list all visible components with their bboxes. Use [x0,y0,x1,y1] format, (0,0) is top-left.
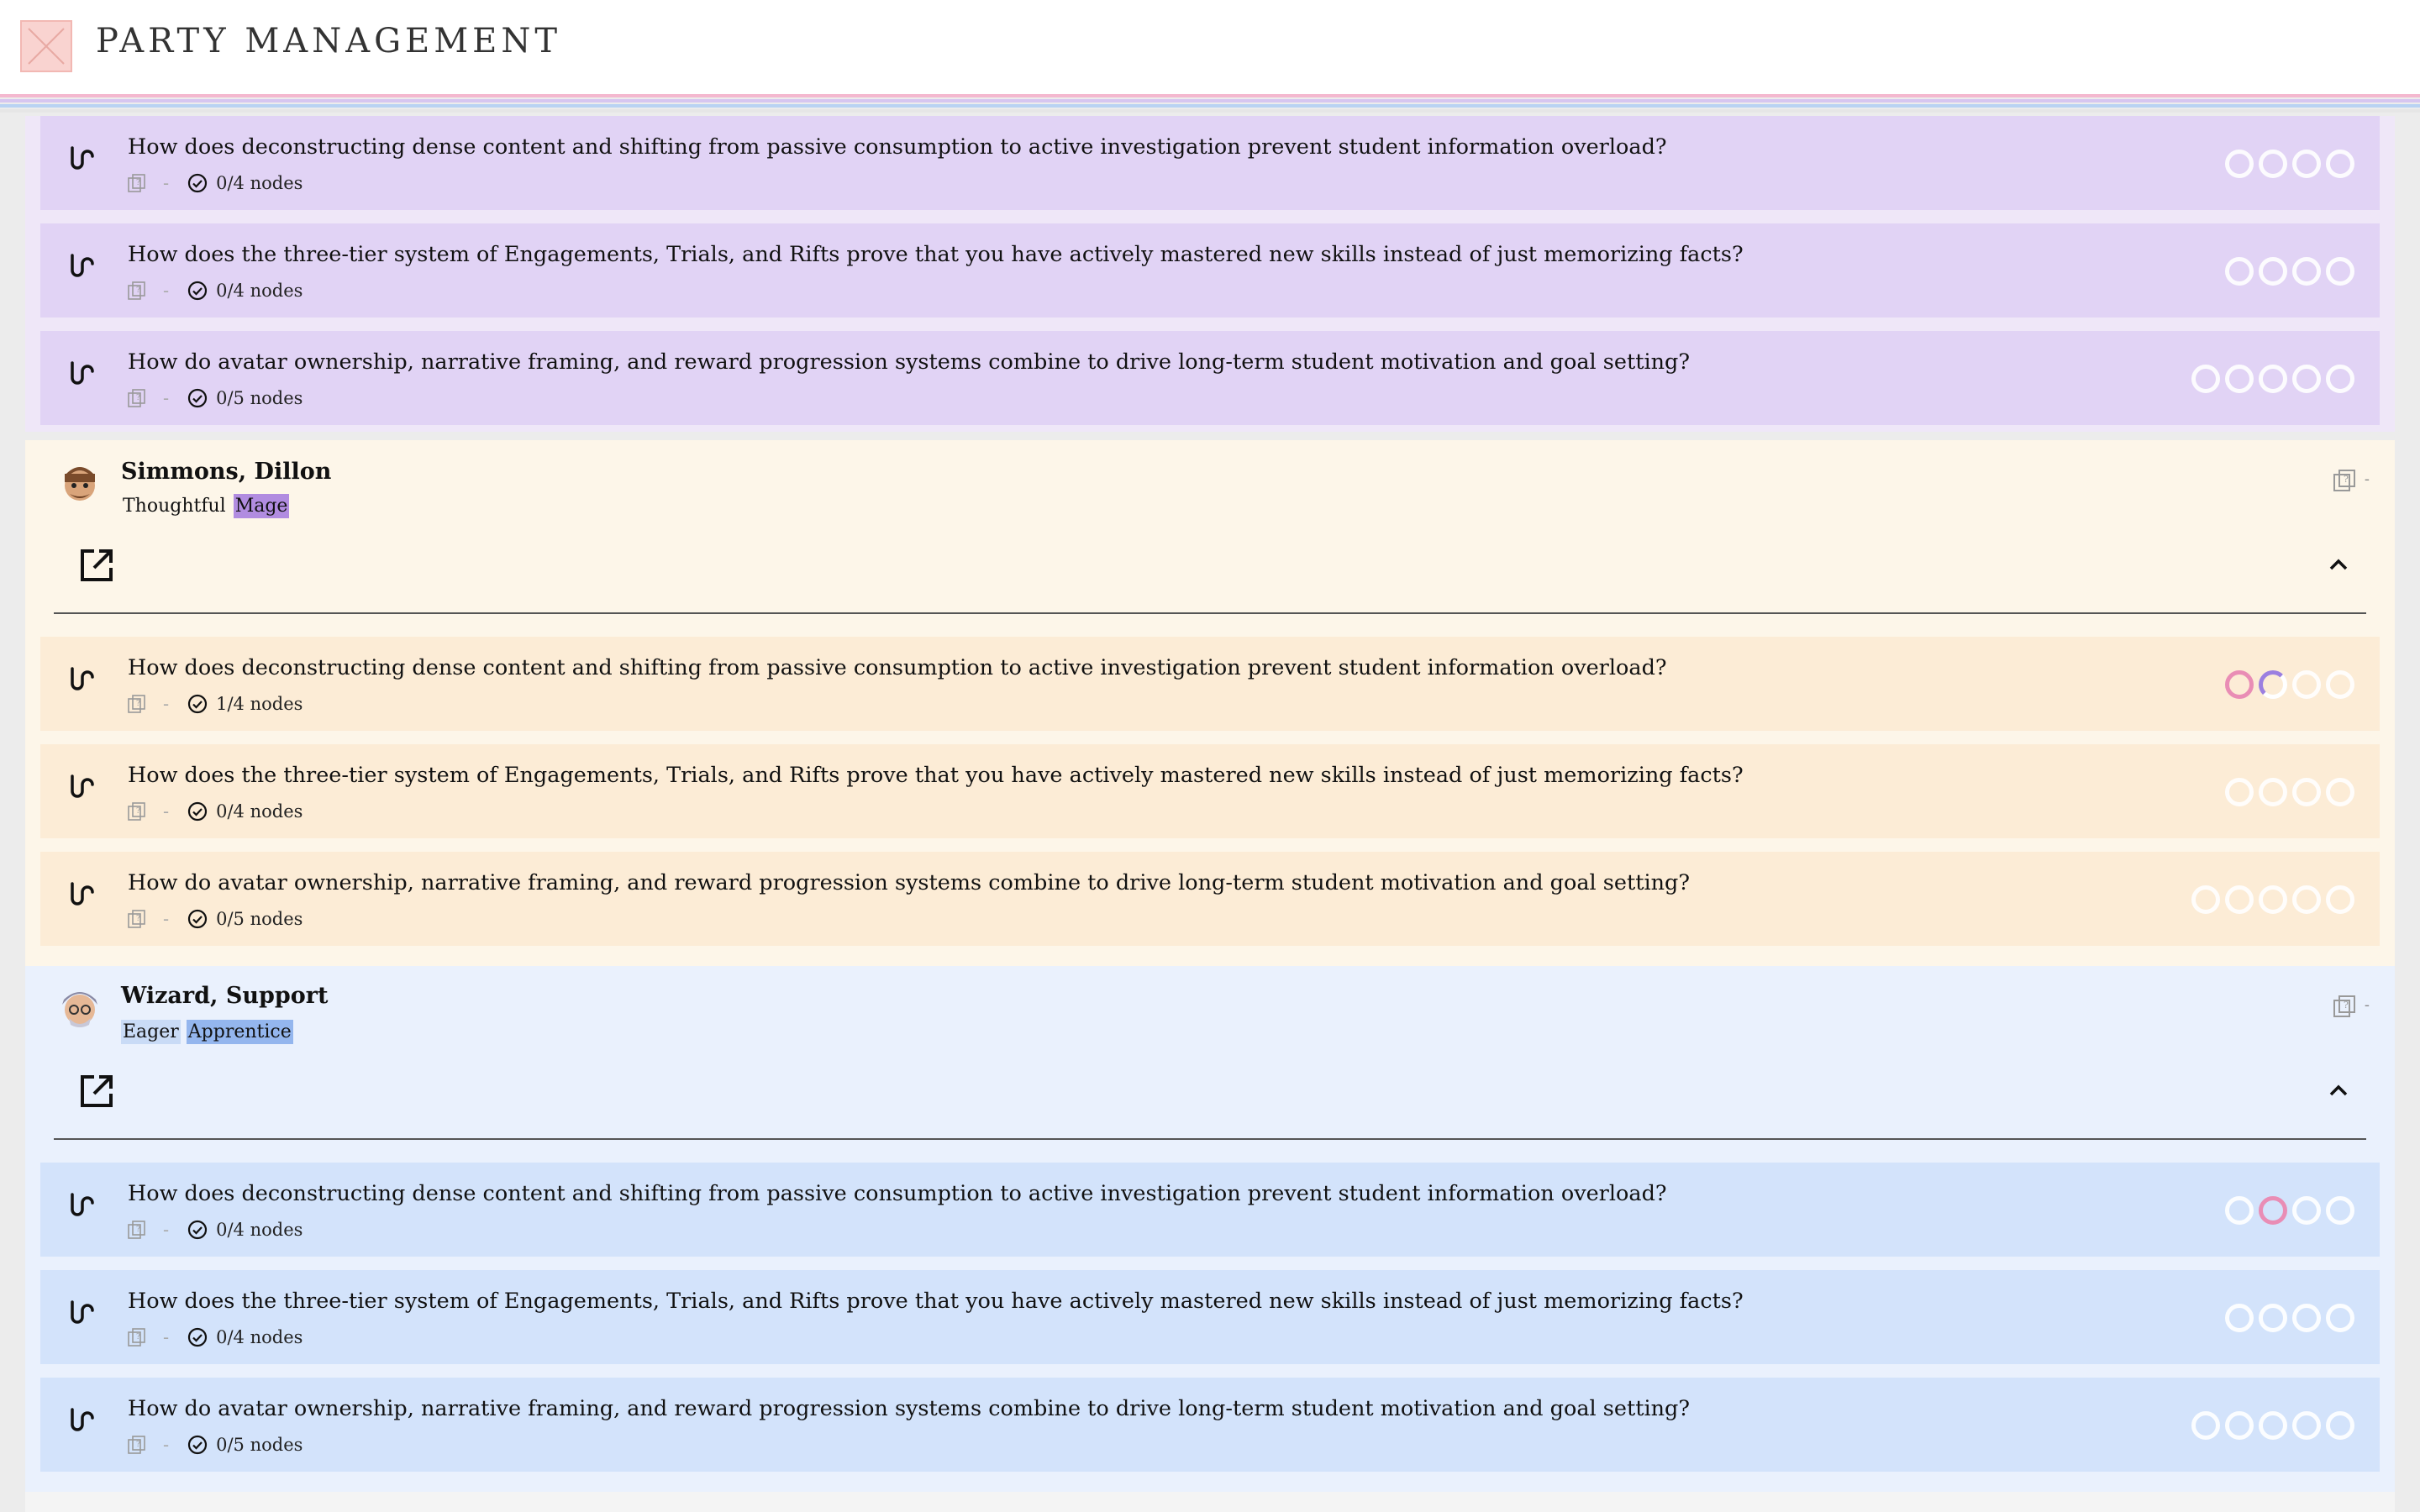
check-circle-icon [187,1327,208,1347]
svg-text:?: ? [136,286,140,295]
route-icon [69,877,94,907]
header-stripes [0,94,2420,116]
quest-title: How does deconstructing dense content and shifting from passive consumption to active investigation prevent student information overload? [128,655,1667,680]
nodes-count: 0/5 nodes [216,909,303,929]
progress-ring [2326,885,2354,914]
progress-ring [2292,885,2321,914]
check-circle-icon [187,388,208,408]
card-count: - [2364,996,2370,1014]
card-count: - [163,1327,170,1347]
member-card [25,440,2395,966]
member-trait: Thoughtful [123,496,226,517]
card-count: - [2364,470,2370,488]
quest-row[interactable] [40,744,2380,838]
divider [54,1138,2366,1140]
svg-text:?: ? [136,807,140,816]
card-copy-icon[interactable] [128,1328,146,1347]
progress-rings [2225,670,2354,699]
progress-ring [2292,257,2321,286]
nodes-count: 0/4 nodes [216,801,303,822]
card-copy-icon[interactable] [128,910,146,928]
route-icon [69,1295,94,1326]
quest-title: How does the three-tier system of Engagements, Trials, and Rifts prove that you have actively mastered new skills instead of just memorizing facts? [128,763,1744,788]
chevron-up-icon[interactable] [2326,553,2351,578]
nodes-count: 0/4 nodes [216,1220,303,1240]
check-circle-icon [187,801,208,822]
card-copy-icon[interactable] [128,1436,146,1454]
progress-rings [2191,1411,2354,1440]
card-copy-icon[interactable] [128,695,146,713]
progress-ring [2225,150,2254,178]
progress-ring [2326,778,2354,806]
progress-ring [2292,1196,2321,1225]
member-trait: Eager [123,1021,179,1042]
check-circle-icon [187,694,208,714]
card-count: - [163,173,170,193]
progress-ring [2292,150,2321,178]
card-copy-icon[interactable] [128,802,146,821]
quest-title: How do avatar ownership, narrative framing, and reward progression systems combine to drive long-term student motivation and goal setting? [128,1396,1691,1421]
member-card [25,1492,2395,1512]
progress-ring [2259,778,2287,806]
card-count: - [163,1220,170,1240]
card-copy-icon[interactable] [2333,995,2356,1018]
route-icon [69,769,94,800]
progress-ring [2225,1196,2254,1225]
progress-ring [2191,1411,2220,1440]
avatar[interactable] [57,460,103,506]
progress-ring [2225,257,2254,286]
progress-ring [2292,778,2321,806]
check-circle-icon [187,281,208,301]
progress-ring [2225,1411,2254,1440]
progress-ring [2259,670,2287,699]
card-count: - [163,801,170,822]
progress-ring [2225,670,2254,699]
card-copy-icon[interactable] [128,174,146,192]
progress-rings [2225,150,2354,178]
member-card [25,116,2395,432]
route-icon [69,249,94,279]
progress-ring [2326,365,2354,393]
check-circle-icon [187,173,208,193]
progress-ring [2326,670,2354,699]
route-icon [69,141,94,171]
member-name: Simmons, Dillon [121,459,332,485]
progress-ring [2259,1411,2287,1440]
progress-ring [2259,365,2287,393]
check-circle-icon [187,909,208,929]
progress-ring [2259,150,2287,178]
member-title [121,1021,293,1042]
card-copy-icon[interactable] [128,281,146,300]
progress-ring [2225,1304,2254,1332]
svg-text:?: ? [136,179,140,187]
member-name: Wizard, Support [121,983,329,1009]
chevron-up-icon[interactable] [2326,1079,2351,1104]
nodes-count: 0/4 nodes [216,1327,303,1347]
quest-title: How do avatar ownership, narrative framing, and reward progression systems combine to drive long-term student motivation and goal setting? [128,870,1691,895]
progress-rings [2225,1196,2354,1225]
progress-rings [2225,778,2354,806]
progress-ring [2259,1196,2287,1225]
member-card [25,966,2395,1492]
broken-image-icon [20,20,72,72]
quest-row[interactable] [40,852,2380,946]
svg-text:?: ? [136,1226,140,1234]
quest-title: How does deconstructing dense content and shifting from passive consumption to active investigation prevent student information overload? [128,1181,1667,1206]
member-header [25,440,2395,617]
page-title: PARTY MANAGEMENT [96,22,562,60]
quest-row[interactable] [40,1378,2380,1472]
card-count: - [163,694,170,714]
party-list [0,116,2420,1512]
progress-rings [2191,365,2354,393]
route-icon [69,1403,94,1433]
route-icon [69,662,94,692]
member-class-badge: Mage [234,496,288,517]
card-copy-icon[interactable] [128,389,146,407]
quest-row[interactable] [40,223,2380,318]
nodes-count: 0/4 nodes [216,173,303,193]
avatar[interactable] [57,984,103,1030]
nodes-count: 1/4 nodes [216,694,303,714]
card-copy-icon[interactable] [128,1221,146,1239]
card-count: - [163,909,170,929]
progress-rings [2225,257,2354,286]
check-circle-icon [187,1435,208,1455]
card-count: - [163,388,170,408]
quest-title: How do avatar ownership, narrative framing, and reward progression systems combine to drive long-term student motivation and goal setting? [128,349,1691,375]
nodes-count: 0/4 nodes [216,281,303,301]
card-count: - [163,281,170,301]
quest-title: How does the three-tier system of Engagements, Trials, and Rifts prove that you have actively mastered new skills instead of just memorizing facts? [128,242,1744,267]
svg-text:?: ? [136,1441,140,1449]
quest-row[interactable] [40,116,2380,210]
route-icon [69,1188,94,1218]
app-header [0,0,2420,94]
member-header [25,966,2395,1142]
card-count: - [163,1435,170,1455]
nodes-count: 0/5 nodes [216,1435,303,1455]
quest-row[interactable] [40,1163,2380,1257]
progress-ring [2191,885,2220,914]
progress-ring [2326,1196,2354,1225]
progress-rings [2191,885,2354,914]
progress-ring [2292,365,2321,393]
svg-text:?: ? [136,1333,140,1341]
divider [54,612,2366,614]
nodes-count: 0/5 nodes [216,388,303,408]
progress-ring [2326,257,2354,286]
progress-ring [2292,1304,2321,1332]
progress-ring [2225,885,2254,914]
progress-ring [2259,885,2287,914]
progress-ring [2326,1411,2354,1440]
progress-rings [2225,1304,2354,1332]
progress-ring [2326,1304,2354,1332]
quest-title: How does the three-tier system of Engagements, Trials, and Rifts prove that you have actively mastered new skills instead of just memorizing facts? [128,1289,1744,1314]
quest-title: How does deconstructing dense content and shifting from passive consumption to active investigation prevent student information overload? [128,134,1667,160]
quest-row[interactable] [40,1270,2380,1364]
svg-text:?: ? [136,915,140,923]
member-class-badge: Apprentice [187,1021,292,1042]
svg-text:?: ? [2344,474,2349,485]
progress-ring [2225,365,2254,393]
quest-row[interactable] [40,637,2380,731]
route-icon [69,356,94,386]
quest-row[interactable] [40,331,2380,425]
svg-text:?: ? [2344,1000,2349,1011]
progress-ring [2292,1411,2321,1440]
progress-ring [2191,365,2220,393]
card-copy-icon[interactable] [2333,469,2356,492]
check-circle-icon [187,1220,208,1240]
member-title [121,496,289,517]
external-link-icon[interactable] [77,546,116,585]
progress-ring [2326,150,2354,178]
progress-ring [2225,778,2254,806]
progress-ring [2259,1304,2287,1332]
svg-text:?: ? [136,700,140,708]
svg-text:?: ? [136,394,140,402]
external-link-icon[interactable] [77,1072,116,1110]
progress-ring [2259,257,2287,286]
progress-ring [2292,670,2321,699]
